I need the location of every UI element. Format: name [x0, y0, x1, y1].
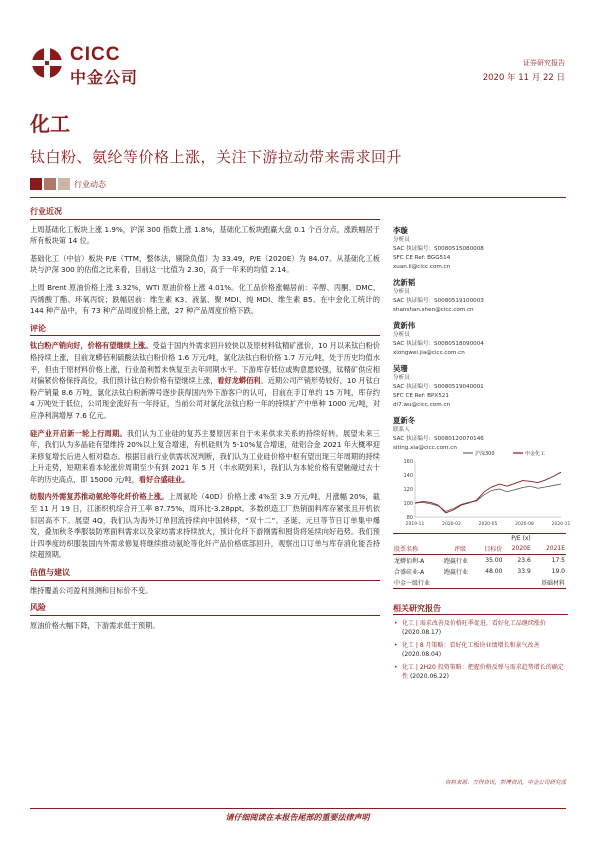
table-cell [443, 577, 477, 589]
analyst-email[interactable]: xiongwei.jia@cicc.com.cn [393, 350, 465, 356]
x-tick-label: 2020-05 [478, 522, 498, 527]
legend-label: 沪深300 [475, 451, 495, 457]
report-type: 证券研究报告 [523, 59, 565, 67]
related-reports [393, 604, 568, 685]
analyst-role: 分析员 [393, 289, 410, 295]
y-tick-label: 140 [403, 473, 413, 479]
stock-table [393, 533, 566, 589]
bold-lead: 硅产业开启新一轮上行周期。 [30, 428, 127, 438]
table-header-cell: 股票名称 [393, 543, 443, 555]
table-cell: 48.00 [485, 568, 503, 575]
analyst-email[interactable]: siting.xia@cicc.com.cn [393, 445, 457, 451]
analyst-cef: SFC CE Ref: BGG514 [393, 255, 451, 261]
table-cell: 19.0 [551, 568, 565, 575]
logo-text-cn: 中金公司 [70, 68, 139, 87]
y-tick-label: 160 [403, 459, 413, 465]
analyst-card [393, 321, 568, 358]
x-tick-label: 2020-11 [551, 522, 571, 527]
tag-square-icon [30, 178, 42, 190]
page-title: 化工 [30, 112, 70, 136]
analyst-name: 吴珊 [393, 364, 408, 373]
x-tick-label: 2020-08 [515, 522, 534, 527]
paragraph [30, 428, 380, 486]
analyst-sac: SAC 执证编号：S0080120070146 [393, 436, 484, 442]
table-cell: 33.9 [517, 568, 531, 575]
logo-text-en: CICC [70, 44, 121, 65]
table-header-cell [393, 534, 443, 544]
analyst-sac: SAC 执证编号：S0080518090004 [393, 341, 484, 347]
table-cell [477, 577, 503, 589]
paragraph-text: 。近期公司产销形势较好，10 月钛白粉产销量 8.6 万吨，氯化法钛白粉新牌号逐步获得国内外下游客户的认可，目前在手订单约 15 万吨，库存约 4 万吨处于低位，公司现金流好有一年持证，当前公司对氯化法钛白粉一年的持续扩产中单种 1000 元/吨，对应净利润增厚 7.6 亿元。 [30, 376, 380, 420]
legal-footer: 请仔细阅读在本报告尾部的重要法律声明 [225, 813, 370, 822]
table-row [393, 566, 566, 577]
table-cell: 跑赢行业 [443, 558, 468, 565]
paragraph: 原油价格大幅下降，下游需求低于预期。 [30, 620, 160, 630]
paragraph-text: 受益于国内外需求回升较快以及原材料钛精矿涨价，10 月以来钛白粉价格持续上涨，目前龙蟒佰利硫酸法钛白粉价格 1.6 万元/吨，氯化法钛白粉价格 1.7 万元/吨，处于历史均值水平，但由于原材料价格上涨，行业盈利暂未恢复至去年同期水平。下游库存低位或购意愿较强，钛精矿供应相对偏紧价格保持高位，我们预计钛白粉价格有望继续上涨， [30, 341, 380, 386]
analyst-email[interactable]: di7.wu@cicc.com.cn [393, 402, 451, 408]
table-cell: 17.5 [551, 557, 565, 564]
table-cell: 23.6 [517, 557, 531, 564]
category-tag [30, 176, 566, 194]
related-link[interactable]: 化工 | 需求改善及价格旺季促进，看好化工品继续涨价 [402, 620, 546, 627]
analyst-name: 黄新伟 [393, 321, 416, 330]
tag-label: 行业动态 [74, 180, 106, 189]
table-cell [503, 577, 531, 589]
table-header-cell [532, 534, 566, 544]
x-tick-label: 2019-11 [405, 522, 425, 527]
paragraph-text: 上周氨纶（40D）价格上涨 4%至 3.9 万元/吨，月涨幅 20%，截至 11 月 19 日，江浙织机综合开工率 87.75%，周环比-3.28ppt。多数织造工厂热销面料库存紧张且开机依旧居高不下。展望 4Q，我们认为海外订单回流持续向中国转移，“双十二”、圣诞、元旦等节日订单集中爆发，叠加秋冬季服装防寒面料需求以及家纺需求持续放大，预计化纤下游刚需和囤货将延续向好趋势。我们预计四季度纺织服装国内外需求修复将继续推动氨纶等化纤产品价格底部回升，观察出口订单与库存消化能否持续超预期。 [30, 492, 380, 560]
divider [30, 197, 566, 198]
related-link[interactable]: 化工 | 8 月策略：看好化工板块业绩增长和景气改善 [402, 642, 540, 649]
table-cell: 35.00 [485, 557, 503, 564]
analyst-role: 分析员 [393, 237, 410, 243]
analyst-card [393, 226, 568, 272]
table-header-cell [477, 534, 503, 544]
analyst-email[interactable]: xuan.li@cicc.com.cn [393, 264, 451, 270]
report-date: 2020 年 11 月 22 日 [482, 73, 565, 83]
data-source: 资料来源：万得资讯，彭博资讯，中金公司研究部 [444, 780, 566, 786]
section-heading-comment: 评论 [30, 323, 380, 337]
table-row [393, 555, 566, 567]
table-row [393, 577, 566, 589]
section-heading-overview: 行业近况 [30, 206, 380, 220]
table-header-cell: 目标价 [477, 543, 503, 555]
analyst-card [393, 278, 568, 315]
analyst-role: 分析员 [393, 375, 410, 381]
main-content [30, 206, 380, 637]
analyst-card [393, 364, 568, 410]
tag-square-icon [44, 178, 56, 190]
related-item [393, 619, 568, 637]
bold-highlight: 看好龙蟒佰利 [217, 376, 261, 386]
paragraph: 维持覆盖公司盈利预测和目标价不变。 [30, 585, 153, 595]
analyst-sac: SAC 执证编号：S0080519040001 [393, 384, 484, 390]
series-line-1 [415, 484, 561, 511]
y-tick-label: 120 [403, 487, 413, 493]
analyst-sac: SAC 执证编号：S0080515080008 [393, 246, 484, 252]
section-heading-risk: 风险 [30, 602, 380, 616]
related-item [393, 641, 568, 659]
related-heading: 相关研究报告 [393, 604, 568, 615]
table-header-cell: 评级 [443, 543, 477, 555]
paragraph [30, 491, 380, 561]
related-date: (2020.06.22) [409, 673, 449, 680]
analyst-role: 分析员 [393, 332, 410, 338]
bold-lead: 纺服内外需复苏推动氨纶等化纤价格上涨。 [30, 492, 169, 502]
analyst-email[interactable]: shanshan.shen@cicc.com.cn [393, 307, 474, 313]
table-cell: 基础材料 [532, 577, 566, 589]
analyst-sac: SAC 执证编号：S0080519100003 [393, 298, 484, 304]
footer-divider [30, 808, 566, 809]
cicc-logo-icon [30, 46, 64, 80]
table-cell: 跑赢行业 [443, 569, 468, 576]
table-header-cell: 2020E [503, 543, 531, 555]
paragraph [30, 340, 380, 421]
related-link[interactable]: 化工 | 2H20 投资策略：把握价格反弹与需求趋势增长的确定性 [402, 664, 564, 680]
related-date: (2020.08.04) [402, 651, 442, 658]
header-meta [483, 56, 565, 86]
paragraph: 基础化工（中信）板块 P/E（TTM，整体法，剔除负值）为 33.49，P/E（2020E）为 84.07。从基础化工板块与沪深 300 的估值之比来看，目前这一比值为 2.30，高于一年来的均值 2.14。 [30, 253, 380, 275]
analyst-name: 李璇 [393, 226, 408, 235]
tag-square-icon [58, 178, 70, 190]
table-header-cell [443, 534, 477, 544]
table-cell: 龙蟒佰利-A [394, 558, 425, 565]
x-tick-label: 2020-02 [442, 522, 461, 527]
analyst-role: 联系人 [393, 427, 410, 433]
analyst-name: 夏新冬 [393, 416, 416, 425]
paragraph-text: 我们认为工业硅的复苏主要原因来自于未来供求关系的持续好转。展望未来三年，我们认为多晶硅有望维持 20%以上复合增速，有机硅则为 5-10%复合增速，硅铝合金 2021 年大概率迎来修复增长后进入相对稳态。根据目前行业供需状况判断，我们认为工业硅价格中枢有望出现三年周期的持续上升走势，短期来看本轮涨价周期至少有到 2021 年 5 月（丰水期到来），我们认为本轮价格有望触碰过去十年的历史高点，即 15000 元/吨， [30, 428, 380, 484]
related-item [393, 663, 568, 681]
page-subtitle: 钛白粉、氨纶等价格上涨，关注下游拉动带来需求回升 [30, 148, 403, 166]
related-date: (2020.08.17) [402, 629, 442, 636]
table-cell: 中金一级行业 [393, 577, 443, 589]
table-header-cell: 2021E [532, 543, 566, 555]
legend-label: 申金化工 [525, 451, 546, 457]
analyst-cef: SFC CE Ref: BPX521 [393, 393, 449, 399]
section-heading-valuation: 估值与建议 [30, 567, 380, 581]
y-tick-label: 100 [403, 501, 413, 507]
performance-chart [393, 447, 571, 529]
bold-highlight: 看好合盛硅业。 [138, 474, 190, 484]
paragraph: 上周基础化工板块上涨 1.9%，沪深 300 指数上涨 1.8%，基础化工板块跑赢大盘 0.1 个百分点，涨跌幅居于所有板块第 14 位。 [30, 224, 380, 246]
cicc-logo [30, 44, 170, 86]
y-tick-label: 80 [406, 515, 413, 521]
analyst-name: 沈新韬 [393, 278, 416, 287]
bold-lead: 钛白粉产销向好，价格有望继续上涨。 [30, 341, 153, 351]
analyst-list [393, 226, 568, 459]
table-header-cell: P/E (x) [503, 534, 531, 544]
table-cell: 合盛硅业-A [394, 569, 425, 576]
paragraph: 上周 Brent 原油价格上涨 3.32%，WTI 原油价格上涨 4.01%。化工品价格涨幅居前：辛醇、丙酮、DMC、丙烯酸丁酯、环氧丙烷；跌幅居前：维生素 K3、液氯、聚 MDI、纯 MDI、维生素 B5。在中金化工统计的 144 种产品中，有 73 种产品周度价格上涨，27 种产品周度价格下跌。 [30, 282, 380, 316]
